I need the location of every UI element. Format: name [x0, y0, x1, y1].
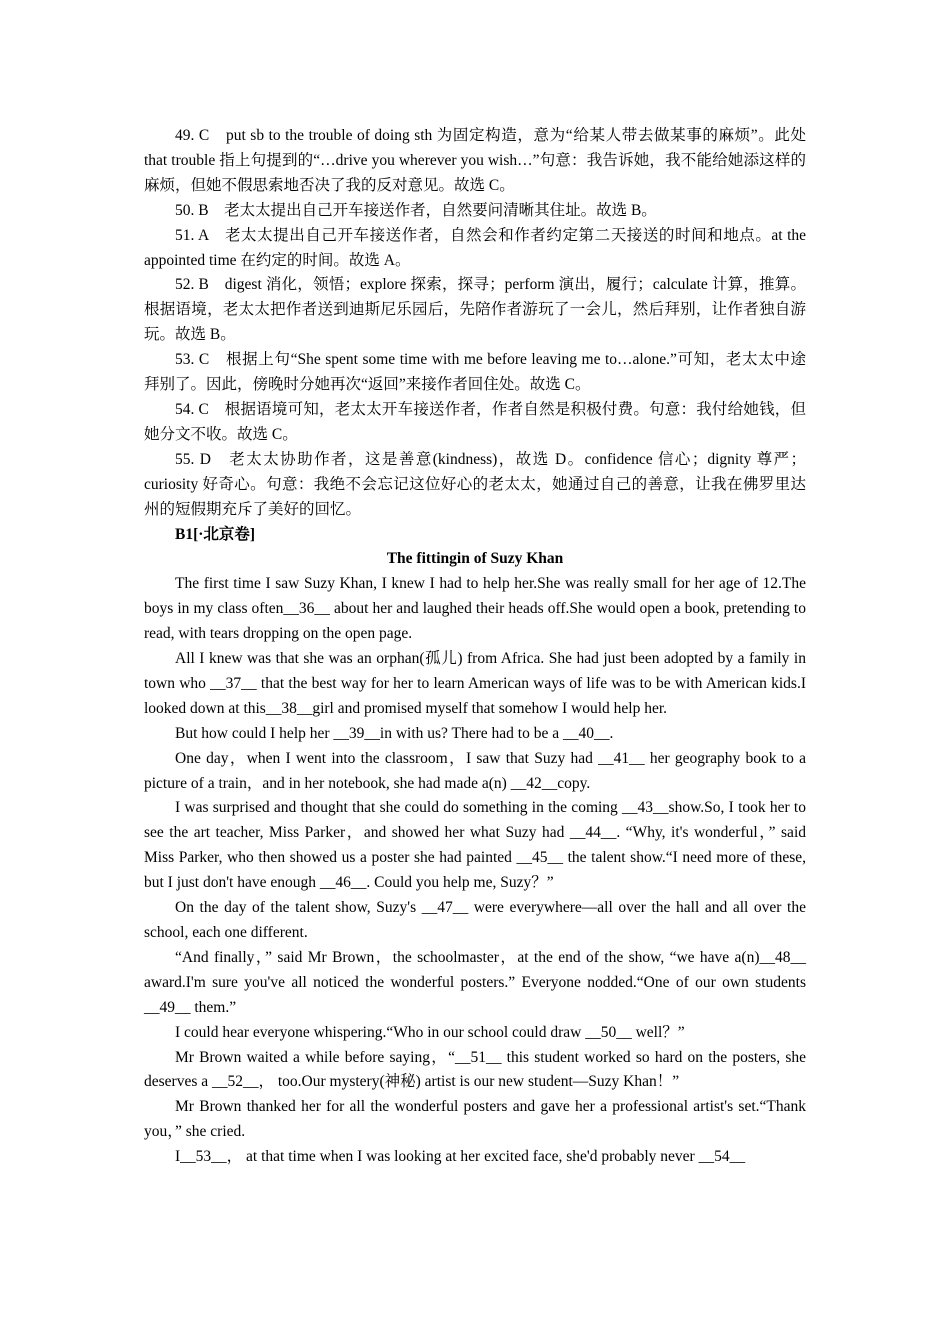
passage-paragraph-1: The first time I saw Suzy Khan, I knew I had to help her.She was really small for her age of 12.The boys in my class often__36__ about her and laughed their heads off.She would open a book, pretending to read, with tears dropping on the open page.: [144, 575, 806, 643]
passage-paragraph-6: On the day of the talent show, Suzy's __47__ were everywhere—all over the hall and all over the school, each one different.: [144, 899, 806, 941]
passage-paragraph-8: I could hear everyone whispering.“Who in our school could draw __50__ well？”: [175, 1023, 685, 1041]
document-content: [144, 124, 806, 1170]
answer-explanation-49: 49. C put sb to the trouble of doing sth 为固定构造，意为“给某人带去做某事的麻烦”。此处 that trouble 指上句提到的“…drive you wherever you wish…”句意：我告诉她，我不能给她添这样的麻烦，但她不假思索地否决了我的反对意见。故选 C。: [144, 127, 806, 194]
answer-explanation-53: 53. C 根据上句“She spent some time with me before leaving me to…alone.”可知，老太太中途拜别了。因此，傍晚时分她再次“返回”来接作者回住处。故选 C。: [144, 351, 806, 394]
answer-explanation-50: 50. B 老太太提出自己开车接送作者，自然要问清晰其住址。故选 B。: [175, 201, 657, 219]
passage-paragraph-7: “And finally，” said Mr Brown，the schoolmaster，at the end of the show, “we have a(n)__48__ award.I'm sure you've all noticed the wonderful posters.” Everyone nodded.“One of our own students __49__ them.”: [144, 948, 806, 1016]
answer-explanation-54: 54. C 根据语境可知，老太太开车接送作者，作者自然是积极付费。句意：我付给她钱，但她分文不收。故选 C。: [144, 400, 806, 443]
passage-paragraph-5: I was surprised and thought that she could do something in the coming __43__show.So, I took her to see the art teacher, Miss Parker，and showed her what Suzy had __44__. “Why, it's wonderful，” said Miss Parker, who then showed us a poster she had painted __45__ the talent show.“I need more of these, but I just don't have enough __46__. Could you help me, Suzy？”: [144, 799, 806, 892]
answer-explanation-55: 55. D 老太太协助作者，这是善意(kindness)，故选 D。confidence 信心；dignity 尊严；curiosity 好奇心。句意：我绝不会忘记这位好心的老太太，她通过自己的善意，让我在佛罗里达州的短假期充斥了美好的回忆。: [144, 450, 806, 518]
passage-paragraph-11: I__53__， at that time when I was looking at her excited face, she'd probably never __54__: [175, 1148, 746, 1166]
passage-title: The fittingin of Suzy Khan: [386, 550, 564, 568]
passage-paragraph-9: Mr Brown waited a while before saying，“__51__ this student worked so hard on the posters, she deserves a __52__， too.Our mystery(神秘) artist is our new student—Suzy Khan！”: [144, 1048, 806, 1091]
passage-paragraph-10: Mr Brown thanked her for all the wonderful posters and gave her a professional artist's set.“Thank you，” she cried.: [144, 1098, 806, 1141]
passage-paragraph-4: One day，when I went into the classroom，I saw that Suzy had __41__ her geography book to a picture of a train，and in her notebook, she had made a(n) __42__copy.: [144, 749, 806, 792]
passage-paragraph-2: All I knew was that she was an orphan(孤儿) from Africa. She had just been adopted by a family in town who __37__ that the best way for her to learn American ways of life was to be with American kids.I looked down at this__38__girl and promised myself that somehow I would help her.: [144, 650, 806, 717]
answer-explanation-52: 52. B digest 消化，领悟；explore 探索，探寻；perform 演出，履行；calculate 计算，推算。根据语境，老太太把作者送到迪斯尼乐园后，先陪作者游玩了一会儿，然后拜别，让作者独自游玩。故选 B。: [144, 276, 806, 344]
section-label: B1[·北京卷]: [175, 525, 256, 543]
passage-paragraph-3: But how could I help her __39__in with us? There had to be a __40__.: [175, 724, 614, 742]
answer-explanation-51: 51. A 老太太提出自己开车接送作者，自然会和作者约定第二天接送的时间和地点。at the appointed time 在约定的时间。故选 A。: [144, 226, 806, 269]
